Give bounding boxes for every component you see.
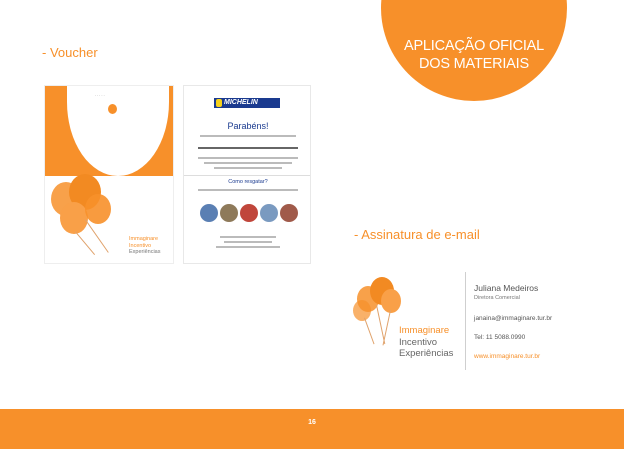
signature-brand-line2: Incentivo	[399, 336, 438, 348]
text-line	[198, 147, 298, 149]
voucher-brand-line2: Incentivo	[129, 242, 152, 249]
footer-bar	[0, 409, 624, 449]
page-title-line1: APLICAÇÃO OFICIAL	[403, 38, 545, 54]
voucher-brand-line3: Experiências	[129, 249, 161, 255]
balloon-icon	[85, 194, 111, 224]
balloon-string	[364, 318, 375, 345]
signature-brand-line1: Immaginare	[399, 325, 450, 336]
michelin-man-icon	[216, 99, 222, 107]
signature-section-label: - Assinatura de e-mail	[354, 227, 480, 242]
balloon-icon	[60, 202, 88, 234]
text-line	[198, 157, 298, 159]
photo-thumbnail	[200, 204, 218, 222]
voucher-front-mini-text: · · · · ·	[95, 94, 105, 98]
photo-thumbnail	[240, 204, 258, 222]
text-line	[224, 241, 272, 243]
text-line	[200, 135, 296, 137]
text-line	[204, 162, 292, 164]
text-line	[220, 236, 276, 238]
text-line	[216, 246, 280, 248]
page-title-line2: DOS MATERIAIS	[419, 56, 529, 72]
page-number: 16	[308, 419, 316, 426]
balloon-icon	[353, 300, 371, 321]
page-title	[381, 37, 567, 73]
voucher-back-image	[183, 85, 311, 264]
signature-role: Diretora Comercial	[474, 295, 520, 301]
signature-website-link[interactable]: www.immaginare.tur.br	[474, 353, 541, 360]
photo-thumbnail	[260, 204, 278, 222]
text-line	[198, 189, 298, 191]
voucher-front-image	[44, 85, 174, 264]
voucher-brand-line1: Immaginare	[129, 236, 159, 242]
michelin-logo-text: MICHELIN	[224, 99, 258, 106]
text-line	[214, 167, 282, 169]
voucher-back-qa-title: Como resgatar?	[228, 179, 268, 185]
voucher-section-label: - Voucher	[42, 45, 98, 60]
voucher-mini-balloon-icon	[108, 104, 117, 114]
balloon-string	[75, 231, 95, 255]
voucher-back-heading: Parabéns!	[227, 121, 269, 131]
signature-name: Juliana Medeiros	[474, 283, 539, 293]
signature-divider	[465, 272, 466, 370]
signature-phone: Tel: 11 5088.0990	[474, 334, 526, 341]
balloon-string	[383, 310, 391, 345]
michelin-logo	[214, 98, 280, 108]
voucher-front-brand	[129, 236, 161, 256]
photo-thumbnail	[280, 204, 298, 222]
photo-thumbnail	[220, 204, 238, 222]
signature-email-link[interactable]: janaina@immaginare.tur.br	[474, 315, 553, 322]
signature-brand-line3: Experiências	[399, 348, 454, 359]
divider	[184, 175, 311, 176]
signature-brand	[399, 325, 453, 360]
